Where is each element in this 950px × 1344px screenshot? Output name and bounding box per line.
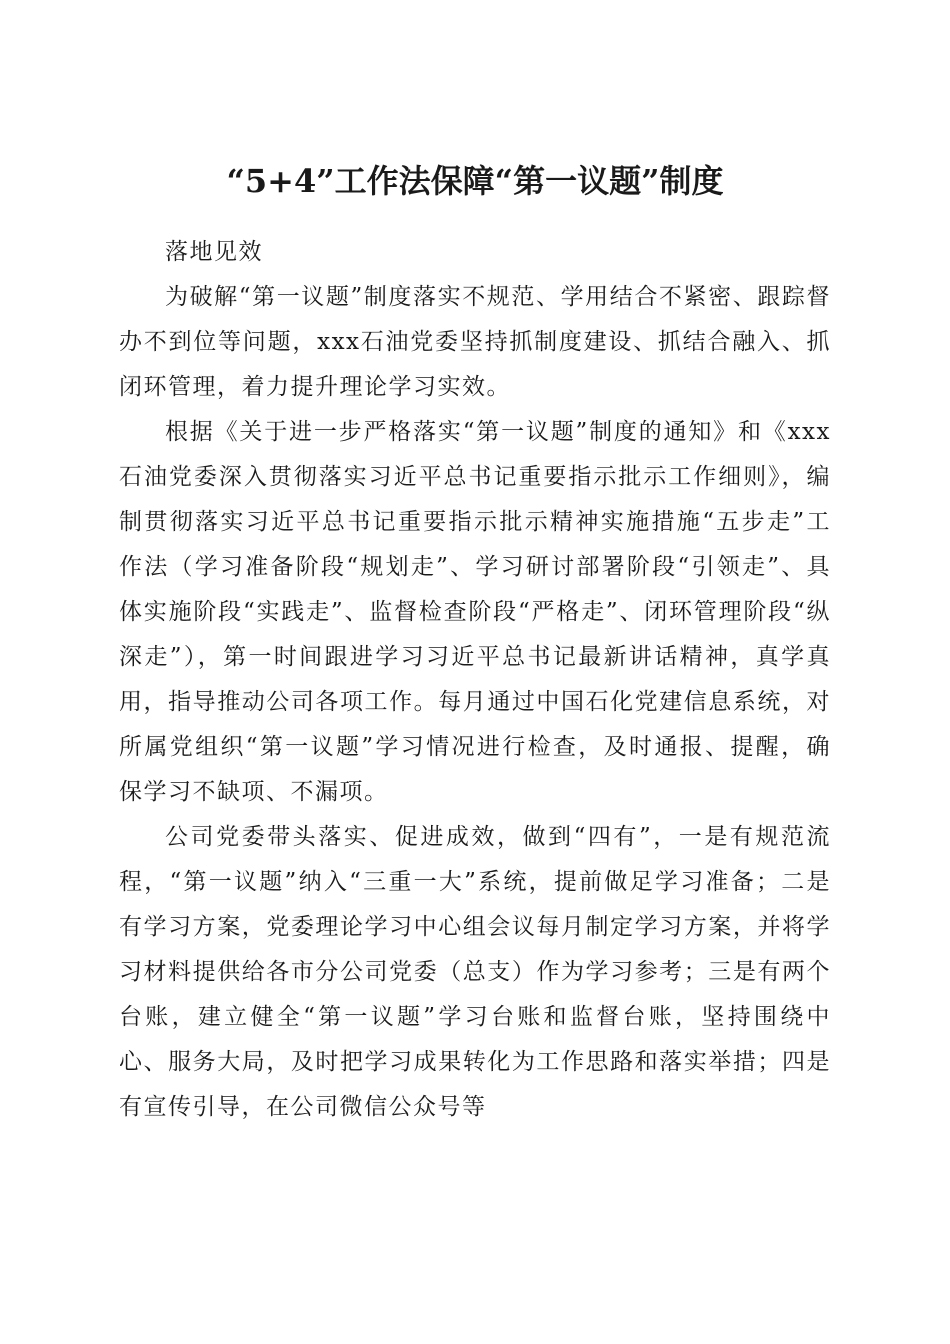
paragraph: 落地见效: [165, 239, 263, 265]
document-title: “5+4”工作法保障“第一议题”制度: [226, 162, 724, 201]
paragraph: 公司党委带头落实、促进成效，做到“四有”，一是有规范流程，“第一议题”纳入“三重一大”系统，提前做足学习准备；二是有学习方案，党委理论学习中心组会议每月制定学习方案，并将学习材料提供给各市分公司党委（总支）作为学习参考；三是有两个台账，建立健全“第一议题”学习台账和监督台账，坚持围绕中心、服务大局，及时把学习成果转化为工作思路和落实举措；四是有宣传引导，在公司微信公众号等: [119, 824, 831, 1120]
document-body: [119, 230, 831, 1130]
paragraph: 为破解“第一议题”制度落实不规范、学用结合不紧密、跟踪督办不到位等问题，xxx石油党委坚持抓制度建设、抓结合融入、抓闭环管理，着力提升理论学习实效。: [119, 284, 831, 400]
paragraph: 根据《关于进一步严格落实“第一议题”制度的通知》和《xxx石油党委深入贯彻落实习近平总书记重要指示批示工作细则》，编制贯彻落实习近平总书记重要指示批示精神实施措施“五步走”工作法（学习准备阶段“规划走”、学习研讨部署阶段“引领走”、具体实施阶段“实践走”、监督检查阶段“严格走”、闭环管理阶段“纵深走”），第一时间跟进学习习近平总书记最新讲话精神，真学真用，指导推动公司各项工作。每月通过中国石化党建信息系统，对所属党组织“第一议题”学习情况进行检查，及时通报、提醒，确保学习不缺项、不漏项。: [119, 419, 831, 805]
